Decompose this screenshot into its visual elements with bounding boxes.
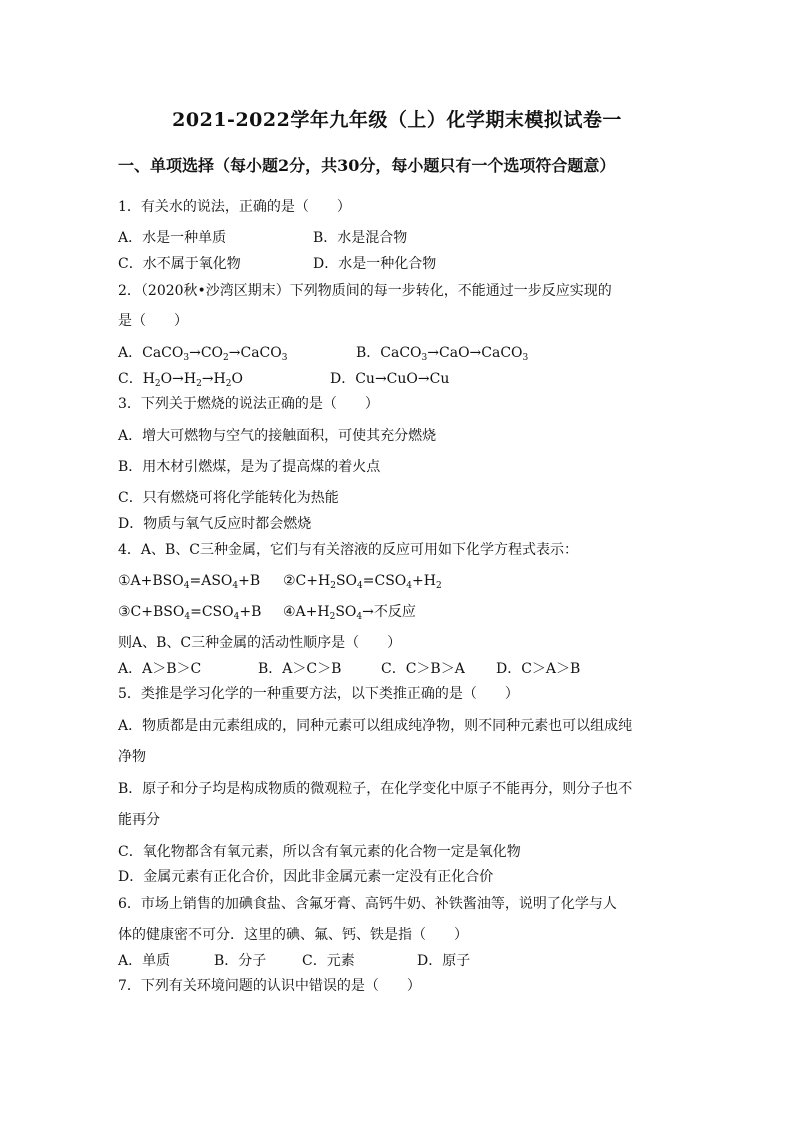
q6-stem-line2: 体的健康密不可分．这里的碘、氟、钙、铁是指（ ） — [118, 927, 468, 943]
q1-stem: 1．有关水的说法，正确的是（ ） — [118, 199, 351, 215]
q4-option-d: D．C＞A＞B — [496, 661, 581, 677]
q5-option-b-line2: 能再分 — [118, 812, 160, 828]
q5-stem: 5．类推是学习化学的一种重要方法，以下类推正确的是（ ） — [118, 686, 519, 702]
q4-option-c: C．C＞B＞A — [381, 661, 465, 677]
q5-option-b-line1: B．原子和分子均是构成物质的微观粒子，在化学变化中原子不能再分，则分子也不 — [118, 781, 633, 797]
q6-option-d: D．原子 — [417, 953, 471, 969]
q2-option-a: A．$CaCO_3\to CO_2\to CaCO_3$ — [118, 345, 288, 363]
q6-option-c: C．元素 — [302, 953, 355, 969]
exam-title: 2021-2022学年九年级（上）化学期末模拟试卷一 — [172, 109, 622, 131]
q1-option-d: D．水是一种化合物 — [313, 256, 437, 272]
q3-stem: 3．下列关于燃烧的说法正确的是（ ） — [118, 396, 379, 412]
section-heading: 一、单项选择（每小题2分，共30分，每小题只有一个选项符合题意） — [118, 156, 616, 175]
q1-option-b: B．水是混合物 — [313, 230, 408, 246]
q2-stem-line2: 是（ ） — [118, 313, 188, 329]
q3-option-d: D．物质与氧气反应时都会燃烧 — [118, 516, 312, 532]
q2-option-d: D．Cu→CuO→Cu — [330, 371, 450, 387]
q4-question: 则A、B、C三种金属的活动性顺序是（ ） — [118, 635, 402, 651]
q3-option-c: C．只有燃烧可将化学能转化为热能 — [118, 490, 339, 506]
q2-option-b: B．CaCO$_3$→CaO→CaCO$_3$ — [356, 345, 529, 363]
q7-stem: 7．下列有关环境问题的认识中错误的是（ ） — [118, 978, 421, 994]
q4-equation-1: $①A+BSO_4=ASO_4+B$ — [118, 573, 261, 591]
q4-equation-4: $④A+H_2SO_4\to$不反应 — [283, 604, 416, 622]
q6-option-a: A．单质 — [118, 953, 171, 969]
q5-option-a-line2: 净物 — [118, 749, 146, 765]
q2-stem-line1: 2．（2020秋•沙湾区期末）下列物质间的每一步转化，不能通过一步反应实现的 — [118, 283, 612, 299]
q5-option-c: C．氧化物都含有氧元素，所以含有氧元素的化合物一定是氧化物 — [118, 844, 521, 860]
q1-option-a: A．水是一种单质 — [118, 230, 227, 246]
q4-option-a: A．A＞B＞C — [118, 661, 202, 677]
q4-equation-3: $③C+BSO_4=CSO_4+B$ — [118, 604, 262, 622]
q1-option-c: C．水不属于氧化物 — [118, 256, 241, 272]
q4-stem: 4．A、B、C三种金属，它们与有关溶液的反应可用如下化学方程式表示： — [118, 542, 579, 558]
q4-equation-2: $②C+H_2SO_4=CSO_4+H_2$ — [283, 573, 442, 591]
q6-stem-line1: 6．市场上销售的加碘食盐、含氟牙膏、高钙牛奶、补铁酱油等，说明了化学与人 — [118, 896, 617, 912]
q3-option-b: B．用木材引燃煤，是为了提高煤的着火点 — [118, 459, 381, 475]
q4-option-b: B．A＞C＞B — [258, 661, 342, 677]
q5-option-d: D．金属元素有正化合价，因此非金属元素一定没有正化合价 — [118, 869, 494, 885]
q2-option-c: C．$H_2O\to H_2\to H_2O$ — [118, 371, 243, 389]
q6-option-b: B．分子 — [214, 953, 267, 969]
q3-option-a: A．增大可燃物与空气的接触面积，可使其充分燃烧 — [118, 428, 437, 444]
q5-option-a-line1: A．物质都是由元素组成的，同种元素可以组成纯净物，则不同种元素也可以组成纯 — [118, 718, 633, 734]
